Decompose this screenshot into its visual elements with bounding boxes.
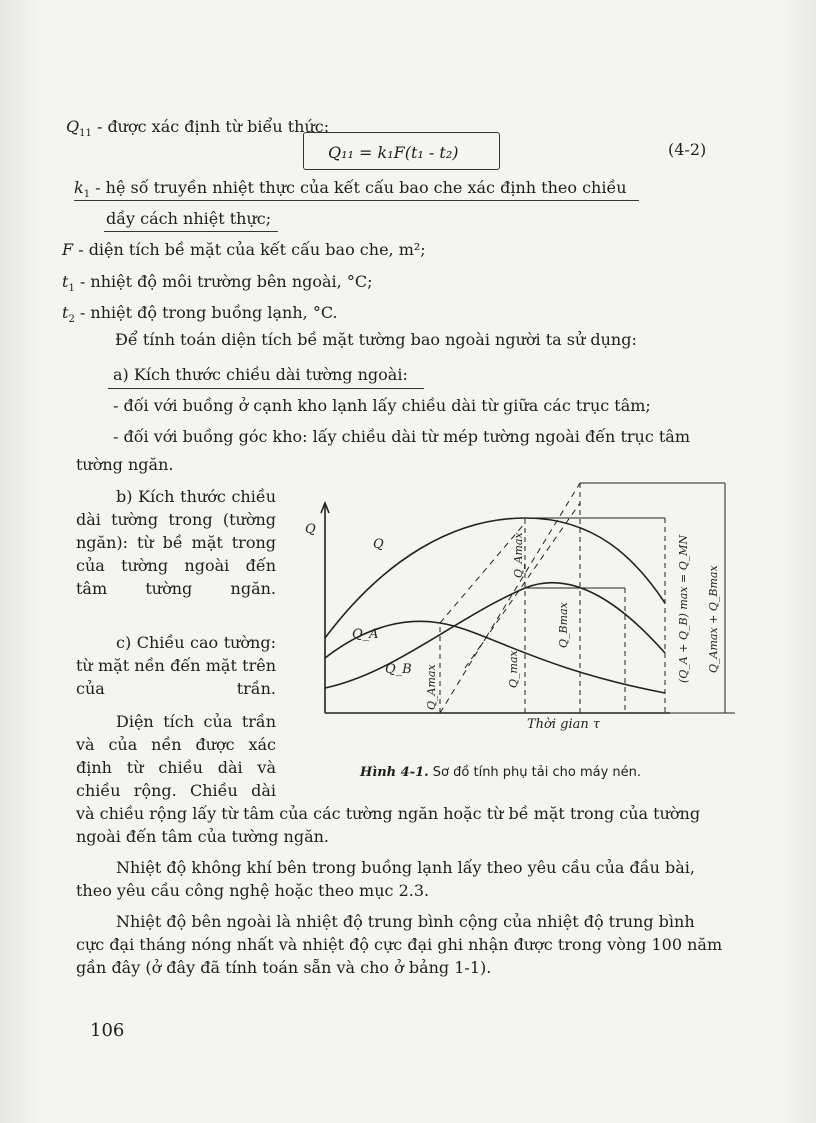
outside-temperature-paragraph: Nhiệt độ bên ngoài là nhiệt độ trung bình cộng của nhiệt độ trung bình cực đại tháng nóng nhất và nhiệt độ cực đại ghi nhận được trong vòng 100 năm gần đây (ở đây đã tính toán sẵn và cho ở bảng 1-1). bbox=[76, 912, 723, 977]
handwritten-underline bbox=[74, 200, 639, 201]
qmax-label: Q_max bbox=[507, 650, 520, 688]
q-curve bbox=[325, 518, 665, 638]
qbmax-label: Q_Bmax bbox=[557, 602, 570, 648]
q-curve-label: Q bbox=[373, 537, 384, 552]
paragraph-intro: Để tính toán diện tích bề mặt tường bao ngoài người ta sử dụng: bbox=[115, 330, 637, 349]
area-paragraph: Diện tích của trần và của nền được xác định từ chiều dài và chiều rộng. Chiều dài bbox=[76, 712, 276, 800]
qa-curve-label: Q_A bbox=[352, 627, 379, 642]
formula-intro: $Q_{11}$ - được xác định từ biểu thức: bbox=[66, 117, 330, 140]
definition-k1-cont: dầy cách nhiệt thực; bbox=[106, 209, 272, 228]
area-paragraph-cont: và chiều rộng lấy từ tâm của các tường ngăn hoặc từ bề mặt trong của tường ngoài đến tâm của tường ngăn. bbox=[76, 804, 701, 846]
item-c: c) Chiều cao tường: từ mặt nền đến mặt trên của trần. bbox=[76, 633, 276, 698]
definition-k1: $k_1$ - hệ số truyền nhiệt thực của kết cấu bao che xác định theo chiều bbox=[74, 178, 627, 201]
item-b: b) Kích thước chiều dài tường trong (tường ngăn): từ bề mặt trong của tường ngoài đến tâm tường ngăn. bbox=[76, 487, 276, 598]
dash-item-2-cont: tường ngăn. bbox=[76, 455, 174, 474]
dash-item-1: - đối với buồng ở cạnh kho lạnh lấy chiều dài từ giữa các trục tâm; bbox=[113, 396, 651, 415]
handwritten-underline bbox=[104, 231, 278, 232]
page-number: 106 bbox=[90, 1020, 125, 1041]
axis-x-label: Thời gian τ bbox=[527, 717, 601, 732]
qamax-top-label: Q_Amax bbox=[512, 532, 525, 578]
definition-f: F - diện tích bề mặt của kết cấu bao che, m²; bbox=[62, 240, 426, 259]
item-a: a) Kích thước chiều dài tường ngoài: bbox=[113, 365, 408, 384]
sum-max-label: (Q_A + Q_B) max = Q_MN bbox=[677, 534, 690, 683]
handwritten-underline bbox=[108, 388, 424, 389]
axis-y-label: Q bbox=[305, 522, 316, 537]
qb-curve-label: Q_B bbox=[385, 662, 412, 677]
definition-t1: $t_1$ - nhiệt độ môi trường bên ngoài, °C; bbox=[62, 272, 373, 295]
inside-temperature-paragraph: Nhiệt độ không khí bên trong buồng lạnh lấy theo yêu cầu của đầu bài, theo yêu cầu công nghệ hoặc theo mục 2.3. bbox=[76, 858, 695, 900]
qamax-left-label: Q_Amax bbox=[425, 664, 438, 710]
formula-expression: Q₁₁ = k₁F(t₁ - t₂) bbox=[328, 143, 459, 162]
dash-item-2: - đối với buồng góc kho: lấy chiều dài từ mép tường ngoài đến trục tâm bbox=[113, 427, 691, 446]
figure-caption: Hình 4-1. Sơ đồ tính phụ tải cho máy nén. bbox=[360, 765, 642, 780]
equation-number: (4-2) bbox=[668, 140, 707, 159]
total-label: Q_Amax + Q_Bmax bbox=[707, 565, 720, 673]
load-diagram bbox=[295, 478, 735, 763]
definition-t2: $t_2$ - nhiệt độ trong buồng lạnh, °C. bbox=[62, 303, 338, 326]
